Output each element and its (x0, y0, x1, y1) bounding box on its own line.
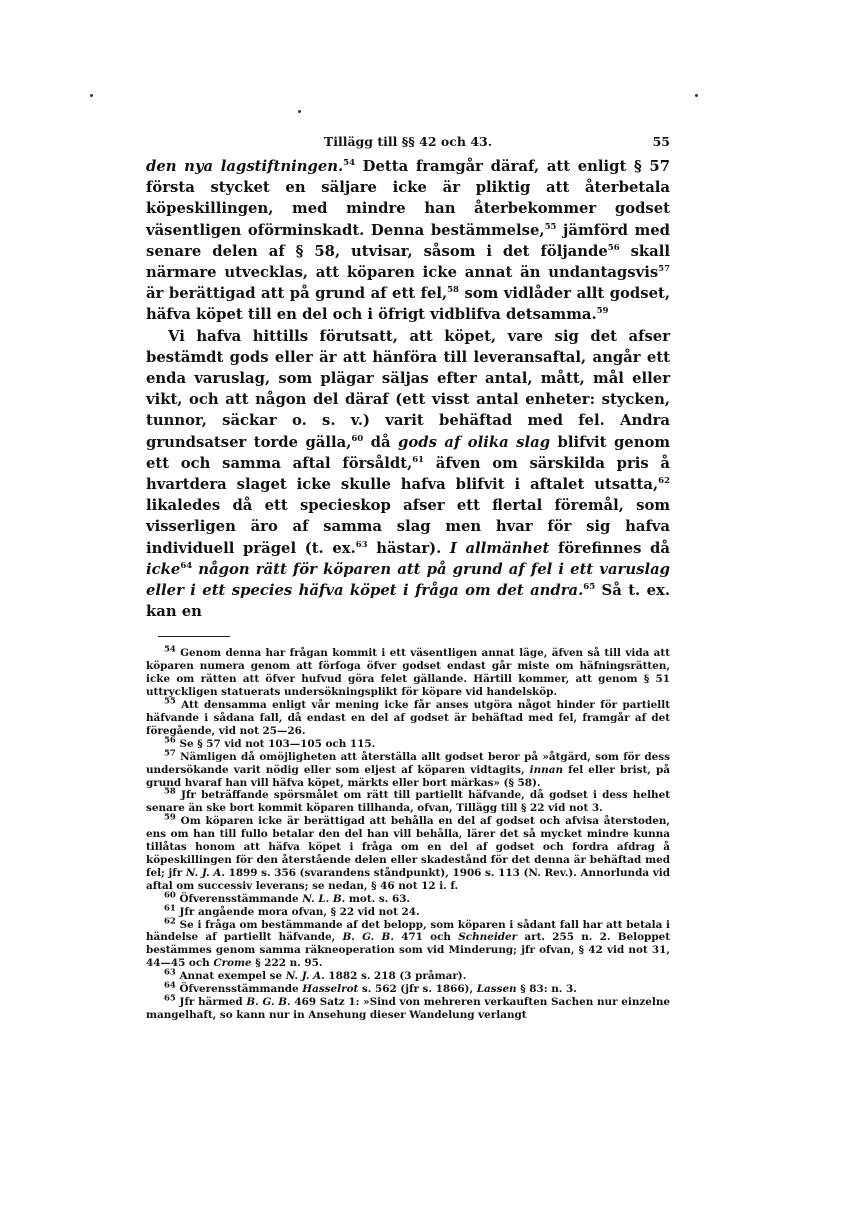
italic-phrase: någon rätt för köparen att på grund af fel i ett varuslag eller i ett species häfva köpet i fråga om det andra. (146, 560, 670, 600)
footnote: $^{60}$ Öfverensstämmande N. L. B. mot. s. 63. (164, 890, 411, 905)
footnote: $^{55}$ Att densamma enligt vår mening icke får anses utgöra något hinder för partiellt häfvande i sådana fall, då endast en del af godset är behäftad med fel, framgår af det föregående, vid not 25—26. (146, 696, 670, 737)
note-marker: 57 (164, 748, 176, 759)
footnote: $^{62}$ Se i fråga om bestämmande af det belopp, som köparen i sådant fall har att betala i händelse af partiellt häfvande, B. G. B. 471 och Schneider art. 255 n. 2. Beloppet bestämmes genom samma räkneoperation som vid Minderung; jfr ofvan, § 42 vid not 31, 44—45 och Crome § 222 n. 95. (146, 916, 670, 970)
italic-phrase: Hasselrot (302, 983, 359, 996)
note-marker: 56 (164, 735, 176, 746)
paragraph: den nya lagstiftningen.$^{54}$ Detta framgår däraf, att enligt § 57 första stycket en säljare icke är pliktig att återbetala köpeskillingen, med mindre han återbekommer godset väsentligen oförminskadt. Denna bestämmelse,$^{55}$ jämförd med senare delen af § 58, utvisar, såsom i det följande$^{56}$ skall närmare utvecklas, att köparen icke annat än undantagsvis$^{57}$ är berättigad att på grund af ett fel,$^{58}$ som vidlåder allt godset, häfva köpet till en del och i öfrigt vidblifva detsamma.$^{59}$ (146, 158, 670, 324)
note-marker: 65 (583, 582, 596, 593)
footnote: $^{64}$ Öfverensstämmande Hasselrot s. 562 (jfr s. 1866), Lassen § 83: n. 3. (164, 980, 577, 996)
note-marker: 65 (164, 993, 176, 1004)
note-marker: 62 (164, 916, 176, 927)
note-marker: 58 (447, 285, 459, 296)
note-marker: 54 (164, 645, 176, 655)
italic-phrase: den nya lagstiftningen. (146, 158, 344, 175)
note-marker: 61 (412, 454, 425, 465)
footnote: $^{61}$ Jfr angående mora ofvan, § 22 vid not 24. (164, 903, 420, 918)
italic-phrase: innan (529, 763, 564, 776)
footnote: $^{65}$ Jfr härmed B. G. B. 469 Satz 1: »Sind von mehreren verkauften Sachen nur einzelne mangelhaft, so kann nur in Ansehung dieser Wandelung verlangt (146, 993, 671, 1021)
running-header (146, 128, 670, 156)
italic-phrase: Lassen (476, 983, 517, 996)
footnote: $^{58}$ Jfr beträffande spörsmålet om rätt till partiellt häfvande, då godset i dess helhet senare än ske bort kommit köparen tillhanda, ofvan, Tillägg till § 22 vid not 3. (146, 786, 670, 815)
italic-phrase: I allmänhet (449, 539, 550, 557)
note-marker: 62 (658, 476, 670, 487)
footnotes (146, 647, 670, 1021)
italic-phrase: Schneider (458, 931, 518, 944)
scan-speck (90, 94, 93, 97)
note-marker: 61 (164, 903, 176, 914)
footnote: $^{54}$ Genom denna har frågan kommit i ett väsentligen annat läge, äfven så till vida att köparen numera genom att förfoga öfver godset endast går miste om häfningsrätten, icke om rätten att öfver hufvud göra felet gällande. Härtill kommer, att genom § 51 uttryckligen statuerats undersökningsplikt för köpare vid handelsköp. (146, 645, 670, 699)
note-marker: 58 (164, 786, 176, 797)
note-marker: 59 (164, 812, 176, 823)
footnote-divider (158, 636, 230, 637)
italic-phrase: gods af olika slag (398, 433, 551, 451)
book-page (146, 128, 670, 1022)
italic-phrase: N. J. A. (285, 970, 325, 983)
note-marker: 55 (544, 221, 557, 232)
page-number: 55 (652, 134, 670, 149)
note-marker: 60 (164, 890, 176, 901)
italic-phrase: B. G. B. (246, 995, 291, 1008)
note-marker: 63 (355, 539, 368, 550)
note-marker: 54 (343, 158, 355, 169)
note-marker: 56 (607, 242, 620, 253)
body-text (146, 156, 670, 622)
note-marker: 64 (180, 560, 193, 571)
italic-phrase: B. G. B. (342, 931, 394, 944)
italic-phrase: N. J. A. (185, 866, 225, 879)
note-marker: 59 (596, 306, 609, 317)
note-marker: 57 (658, 264, 670, 275)
italic-phrase: Crome (213, 957, 252, 970)
note-marker: 63 (164, 967, 176, 978)
running-title: Tillägg till §§ 42 och 43. (323, 134, 493, 149)
italic-phrase: icke (146, 560, 181, 578)
footnote: $^{63}$ Annat exempel se N. J. A. 1882 s. 218 (3 pråmar). (164, 967, 467, 983)
note-marker: 55 (164, 696, 176, 707)
scan-speck (695, 94, 698, 97)
footnote: $^{59}$ Om köparen icke är berättigad att behålla en del af godset och afvisa återstoden, ens om han till fullo betalar den del han vill behålla, lärer det så mycket mindre kunna tillåtas honom att häfva köpet i fråga om en del af godset och fordra afdrag å köpeskillingen för den återstående delen eller skadestånd för det denna är behäftad med fel; jfr N. J. A. 1899 s. 356 (svarandens ståndpunkt), 1906 s. 113 (N. Rev.). Annorlunda vid aftal om successiv leverans; se nedan, § 46 not 12 i. f. (146, 812, 670, 892)
footnote: $^{57}$ Nämligen då omöjligheten att återställa allt godset beror på »åtgärd, som för dess undersökande varit nödig eller som eljest af köparen vidtagits, innan fel eller brist, på grund hvaraf han vill häfva köpet, märkts eller bort märkas» (§ 58). (146, 748, 670, 789)
scan-speck (298, 110, 301, 113)
note-marker: 60 (351, 433, 364, 444)
note-marker: 64 (164, 980, 176, 991)
footnote: $^{56}$ Se § 57 vid not 103—105 och 115. (164, 735, 376, 750)
italic-phrase: N. L. B. (302, 892, 346, 905)
paragraph: Vi hafva hittills förutsatt, att köpet, vare sig det afser bestämdt gods eller är att hänföra till leveransaftal, angår ett enda varuslag, som plägar säljas efter antal, mått, mål eller vikt, och att någon del däraf (ett visst antal enheter: stycken, tunnor, säckar o. s. v.) varit behäftad med fel. Andra grundsatser torde gälla,$^{60}$ då gods af olika slag blifvit genom ett och samma aftal försåldt,$^{61}$ äfven om särskilda pris å hvartdera slaget icke skulle hafva blifvit i aftalet utsatta,$^{62}$ likaledes då ett specieskop afser ett flertal föremål, som visserligen äro af samma slag men hvar för sig hafva individuell prägel (t. ex.$^{63}$ hästar). I allmänhet förefinnes då icke$^{64}$ någon rätt för köparen att på grund af fel i ett varuslag eller i ett species häfva köpet i fråga om det andra.$^{65}$ Så t. ex. kan en (146, 327, 671, 621)
